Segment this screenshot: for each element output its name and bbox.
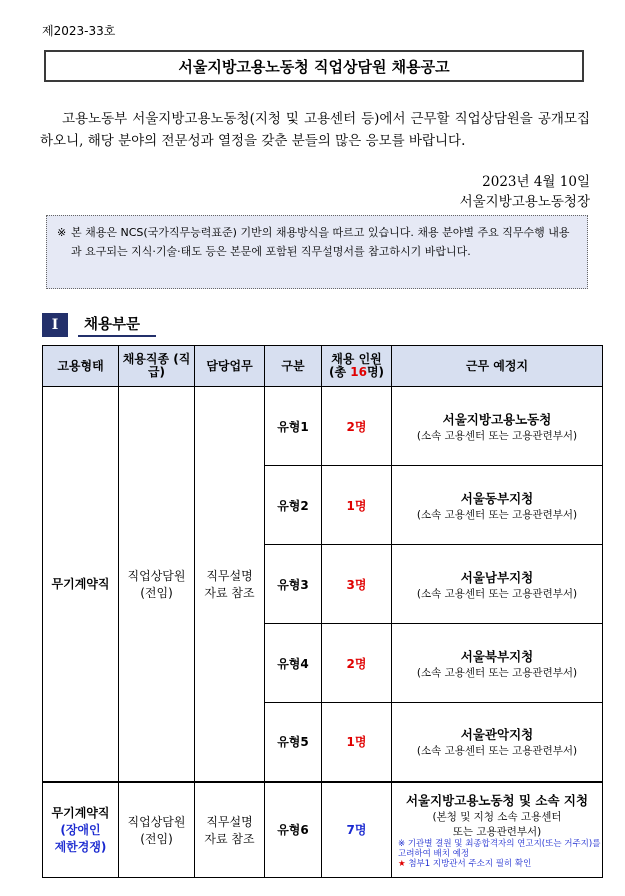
total-count: 16 [350,365,367,379]
headcount-cell: 3명 [322,545,392,624]
ncs-notice-box [46,215,588,289]
address-note: ★ 첨부1 지방관서 주소지 필히 확인 [398,858,532,869]
header-headcount [322,346,392,387]
employment-type-cell: 무기계약직 (장애인 제한경쟁) [43,782,119,878]
duty-cell: 직무설명 자료 참조 [195,782,265,878]
duty-cell: 직무설명 자료 참조 [195,387,265,782]
document-number: 제2023-33호 [42,24,116,38]
announcement-date: 2023년 4월 10일 [482,174,590,190]
header-job-title: 채용직종 (직급) [119,346,195,387]
category-cell: 유형3 [265,545,322,624]
intro-paragraph: 고용노동부 서울지방고용노동청(지청 및 고용센터 등)에서 근무할 직업상담원을 공개모집하오니, 해당 분야의 전문성과 열정을 갖춘 분들의 많은 응모를 바랍니다. [40,111,590,149]
table-row [43,387,603,466]
headcount-cell: 1명 [322,703,392,782]
header-employment-type: 고용형태 [43,346,119,387]
recruitment-table [42,345,603,878]
section-number: I [42,313,68,337]
headcount-cell: 2명 [322,387,392,466]
header-category: 구분 [265,346,322,387]
category-cell: 유형1 [265,387,322,466]
page-title: 서울지방고용노동청 직업상담원 채용공고 [44,50,584,82]
section-title: 채용부문 [78,313,156,337]
location-cell: 서울지방고용노동청 (소속 고용센터 또는 고용관련부서) [392,387,603,466]
header-location: 근무 예정지 [392,346,603,387]
placement-note: ※ 기관별 결원 및 최종합격자의 연고지(또는 거주지)를 고려하여 배치 예정 [398,838,601,859]
category-cell: 유형4 [265,624,322,703]
header-headcount-total: (총 16명) [328,365,385,379]
category-cell: 유형5 [265,703,322,782]
location-cell: 서울북부지청 (소속 고용센터 또는 고용관련부서) [392,624,603,703]
job-title-cell: 직업상담원 (전임) [119,387,195,782]
headcount-cell: 1명 [322,466,392,545]
issuer-name: 서울지방고용노동청장 [459,194,590,210]
location-cell: 서울남부지청 (소속 고용센터 또는 고용관련부서) [392,545,603,624]
headcount-cell: 2명 [322,624,392,703]
category-cell: 유형2 [265,466,322,545]
star-icon: ★ [398,858,406,869]
section-heading [42,313,156,337]
reference-mark-icon: ※ [57,226,67,239]
category-cell: 유형6 [265,782,322,878]
ncs-notice-text: 본 채용은 NCS(국가직무능력표준) 기반의 채용방식을 따르고 있습니다. 채용 분야별 주요 직무수행 내용과 요구되는 지식·기술·태도 등은 본문에 포함된 직무설명서를 참고하시기 바랍니다. [71,226,570,258]
employment-type-cell: 무기계약직 [43,387,119,782]
location-cell: 서울동부지청 (소속 고용센터 또는 고용관련부서) [392,466,603,545]
table-row [43,782,603,878]
headcount-cell: 7명 [322,782,392,878]
header-headcount-label: 채용 인원 [331,352,382,366]
header-duty: 담당업무 [195,346,265,387]
location-cell: 서울지방고용노동청 및 소속 지청 (본청 및 지청 소속 고용센터 또는 고용관련부서) ※ 기관별 결원 및 최종합격자의 연고지(또는 거주지)를 고려하여 배치 예정 ★ 첨부1 지방관서 주소지 필히 확인 [392,782,603,878]
job-title-cell: 직업상담원 (전임) [119,782,195,878]
location-cell: 서울관악지청 (소속 고용센터 또는 고용관련부서) [392,703,603,782]
